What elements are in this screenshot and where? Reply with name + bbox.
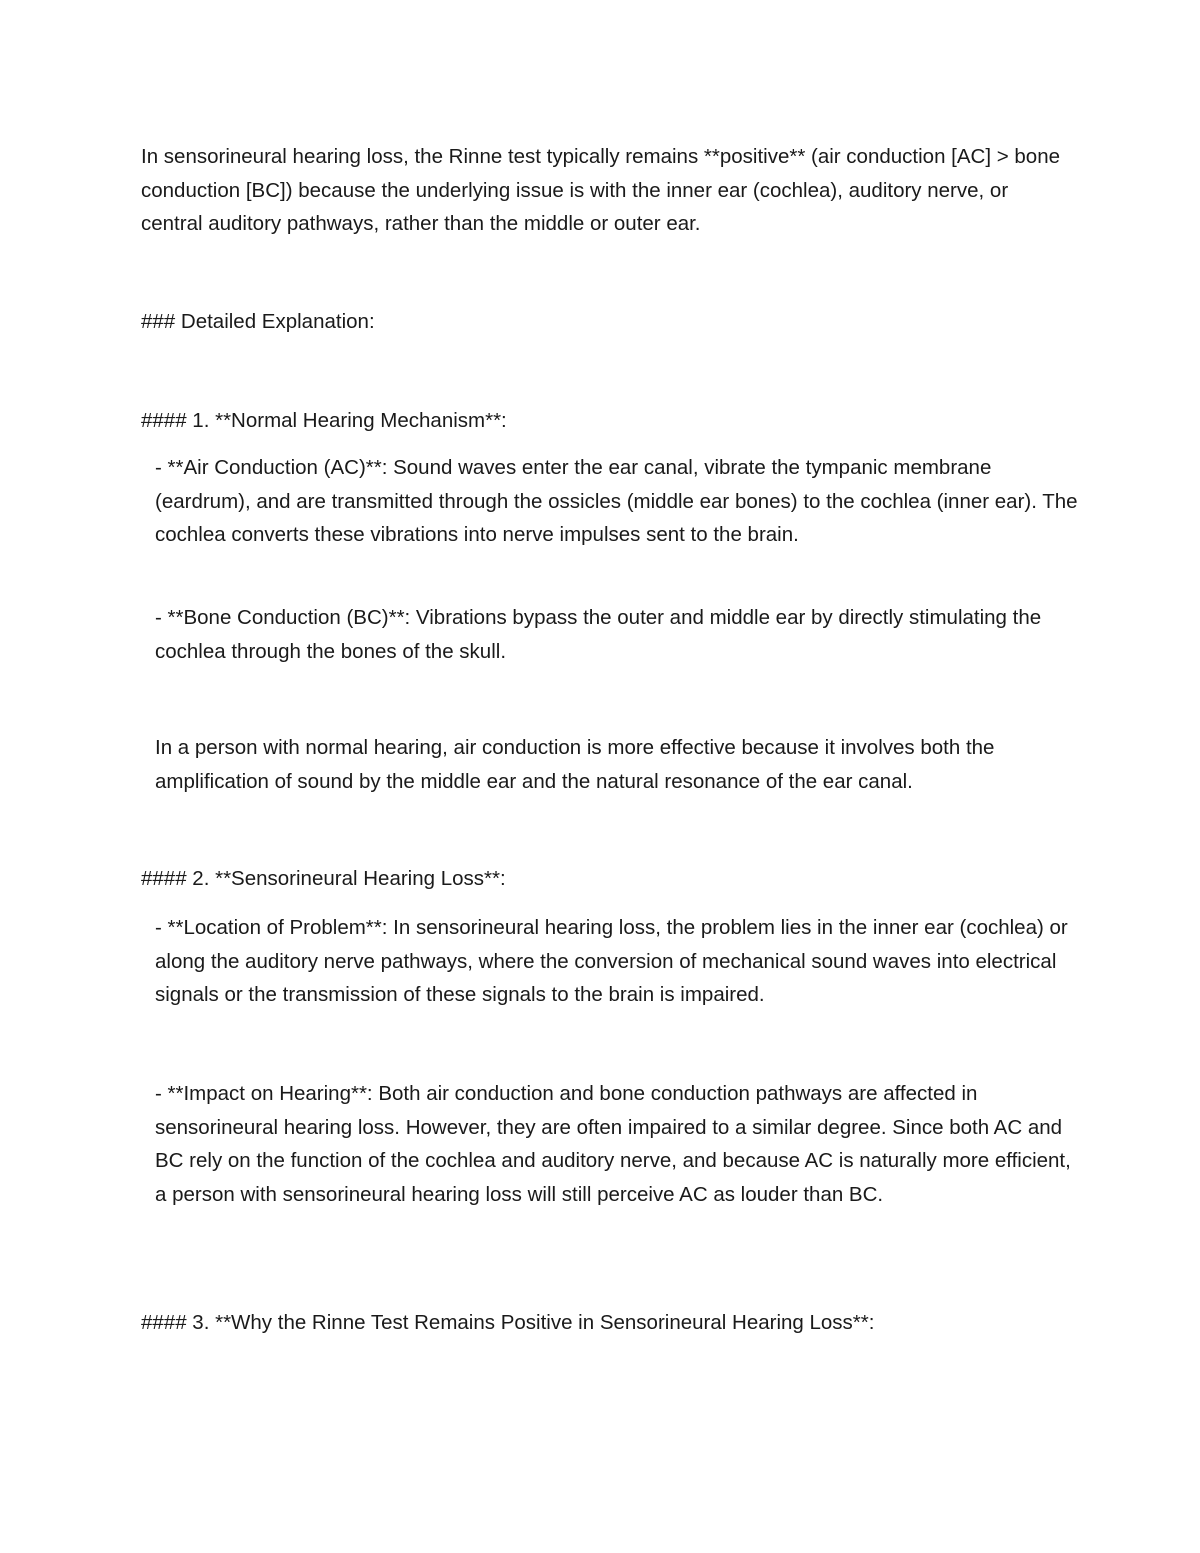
bullet-air-conduction: - **Air Conduction (AC)**: Sound waves enter the ear canal, vibrate the tympanic membrane (eardrum), and are transmitted through the ossicles (middle ear bones) to the cochlea (inner ear). The cochlea converts these vibrations into nerve impulses sent to the brain.	[155, 456, 1078, 546]
bullet-bone-conduction: - **Bone Conduction (BC)**: Vibrations bypass the outer and middle ear by directly stimulating the cochlea through the bones of the skull.	[155, 606, 1042, 663]
bullet-location-of-problem: - **Location of Problem**: In sensorineural hearing loss, the problem lies in the inner ear (cochlea) or along the auditory nerve pathways, where the conversion of mechanical sound waves into electrical signals or the transmission of these signals to the brain is impaired.	[155, 916, 1068, 1006]
normal-hearing-paragraph: In a person with normal hearing, air conduction is more effective because it involves both the amplification of sound by the middle ear and the natural resonance of the ear canal.	[155, 736, 995, 793]
heading-why-rinne-remains-positive: #### 3. **Why the Rinne Test Remains Positive in Sensorineural Hearing Loss**:	[141, 1311, 875, 1334]
bullet-impact-on-hearing: - **Impact on Hearing**: Both air conduction and bone conduction pathways are affected in sensorineural hearing loss. However, they are often impaired to a similar degree. Since both AC and BC rely on the function of the cochlea and auditory nerve, and because AC is naturally more efficient, a person with sensorineural hearing loss will still perceive AC as louder than BC.	[155, 1082, 1071, 1206]
heading-detailed-explanation: ### Detailed Explanation:	[141, 310, 375, 333]
heading-sensorineural-hearing-loss: #### 2. **Sensorineural Hearing Loss**:	[141, 867, 506, 890]
intro-paragraph: In sensorineural hearing loss, the Rinne test typically remains **positive** (air conduction [AC] > bone conduction [BC]) because the underlying issue is with the inner ear (cochlea), auditory nerve, or central auditory pathways, rather than the middle or outer ear.	[141, 145, 1060, 235]
heading-normal-hearing-mechanism: #### 1. **Normal Hearing Mechanism**:	[141, 409, 507, 432]
